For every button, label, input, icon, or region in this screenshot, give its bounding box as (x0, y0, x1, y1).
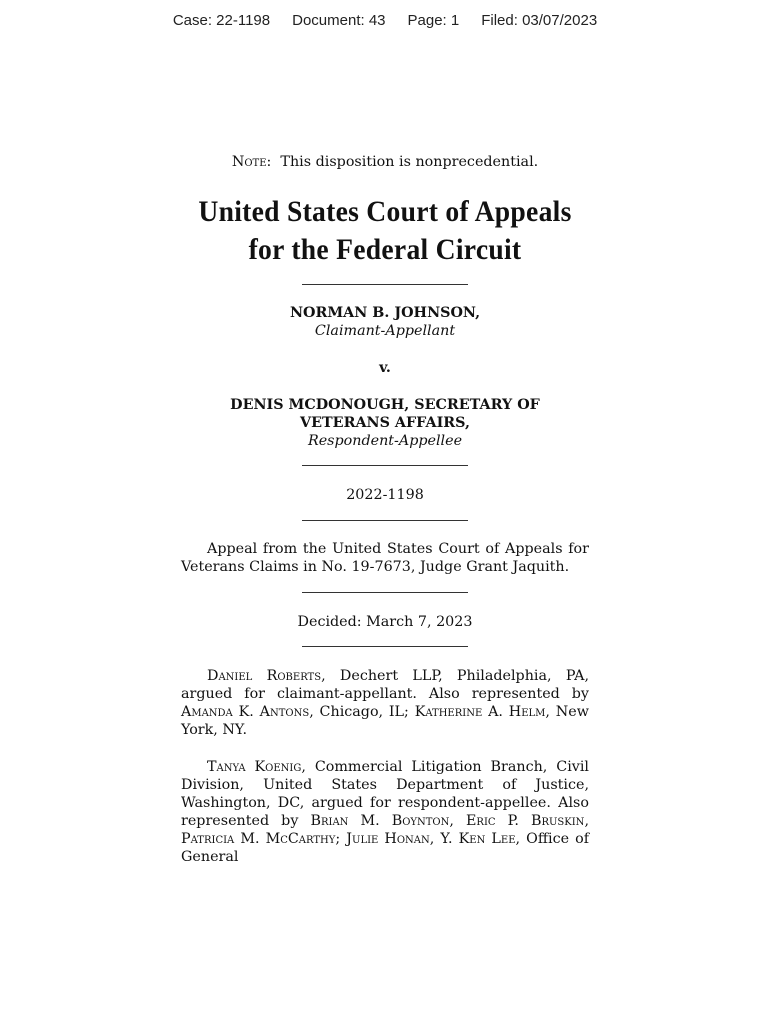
appellee-role: Respondent-Appellee (307, 433, 463, 449)
appellee-block (181, 396, 589, 450)
filed-date: Filed: 03/07/2023 (481, 12, 598, 29)
docket-number: 2022-1198 (346, 487, 424, 503)
attorney-name: Daniel Roberts (207, 668, 322, 684)
divider (302, 465, 468, 466)
divider (302, 646, 468, 647)
attorney-name: Tanya Koenig (207, 759, 302, 775)
attorney-name: Julie Honan (346, 831, 430, 847)
counsel-text: , Dechert LLP, Philadelphia, PA, argued for claimant-appellant. Also represented by (181, 668, 590, 702)
appellant-name: NORMAN B. JOHNSON, (289, 305, 481, 321)
case-number: Case: 22-1198 (172, 12, 271, 29)
appellant-block (181, 304, 589, 340)
separator: ; (335, 831, 347, 847)
attorney-name: Patricia M. McCarthy (181, 831, 336, 847)
separator: , (584, 813, 589, 829)
counsel-text: , New York, NY. (181, 704, 589, 738)
divider (302, 520, 468, 521)
counsel-text: , Office of General (181, 831, 590, 865)
note-label: Note (231, 154, 267, 170)
page-number: Page: 1 (407, 12, 460, 29)
decided-date: Decided: March 7, 2023 (297, 614, 473, 630)
attorney-name: Amanda K. Antons (181, 704, 310, 720)
court-title-line1: United States Court of Appeals (198, 195, 572, 228)
appeal-paragraph (181, 540, 589, 576)
counsel-text: , Chicago, IL; (309, 704, 415, 720)
court-title (31, 193, 739, 269)
disposition-note: Note: This disposition is nonprecedential. (231, 154, 539, 170)
attorney-name: Katherine A. Helm (414, 704, 546, 720)
case-header (0, 12, 770, 29)
separator: , (449, 813, 466, 829)
attorney-name: Y. Ken Lee (440, 831, 516, 847)
appellant-role: Claimant-Appellant (314, 323, 456, 339)
counsel-appellee-paragraph (181, 758, 589, 866)
appellee-name-line1: DENIS MCDONOUGH, SECRETARY OF (230, 397, 540, 413)
appeal-text: Appeal from the United States Court of Appeals for Veterans Claims in No. 19-7673, Judge Grant Jaquith. (181, 541, 589, 575)
document-number: Document: 43 (292, 12, 386, 29)
divider (302, 592, 468, 593)
counsel-appellant-paragraph (181, 667, 589, 739)
counsel-text: , Commercial Litigation Branch, Civil Division, United States Department of Justice, Washington, DC, argued for respondent-appellee. Also represented by (181, 759, 589, 829)
separator: , (429, 831, 441, 847)
note-text: This disposition is nonprecedential. (280, 154, 539, 170)
appellee-name-line2: VETERANS AFFAIRS, (300, 415, 470, 431)
court-title-line2: for the Federal Circuit (248, 233, 522, 266)
attorney-name: Brian M. Boynton (310, 813, 450, 829)
attorney-name: Eric P. Bruskin (466, 813, 585, 829)
divider (302, 284, 468, 285)
versus: v. (379, 360, 391, 376)
